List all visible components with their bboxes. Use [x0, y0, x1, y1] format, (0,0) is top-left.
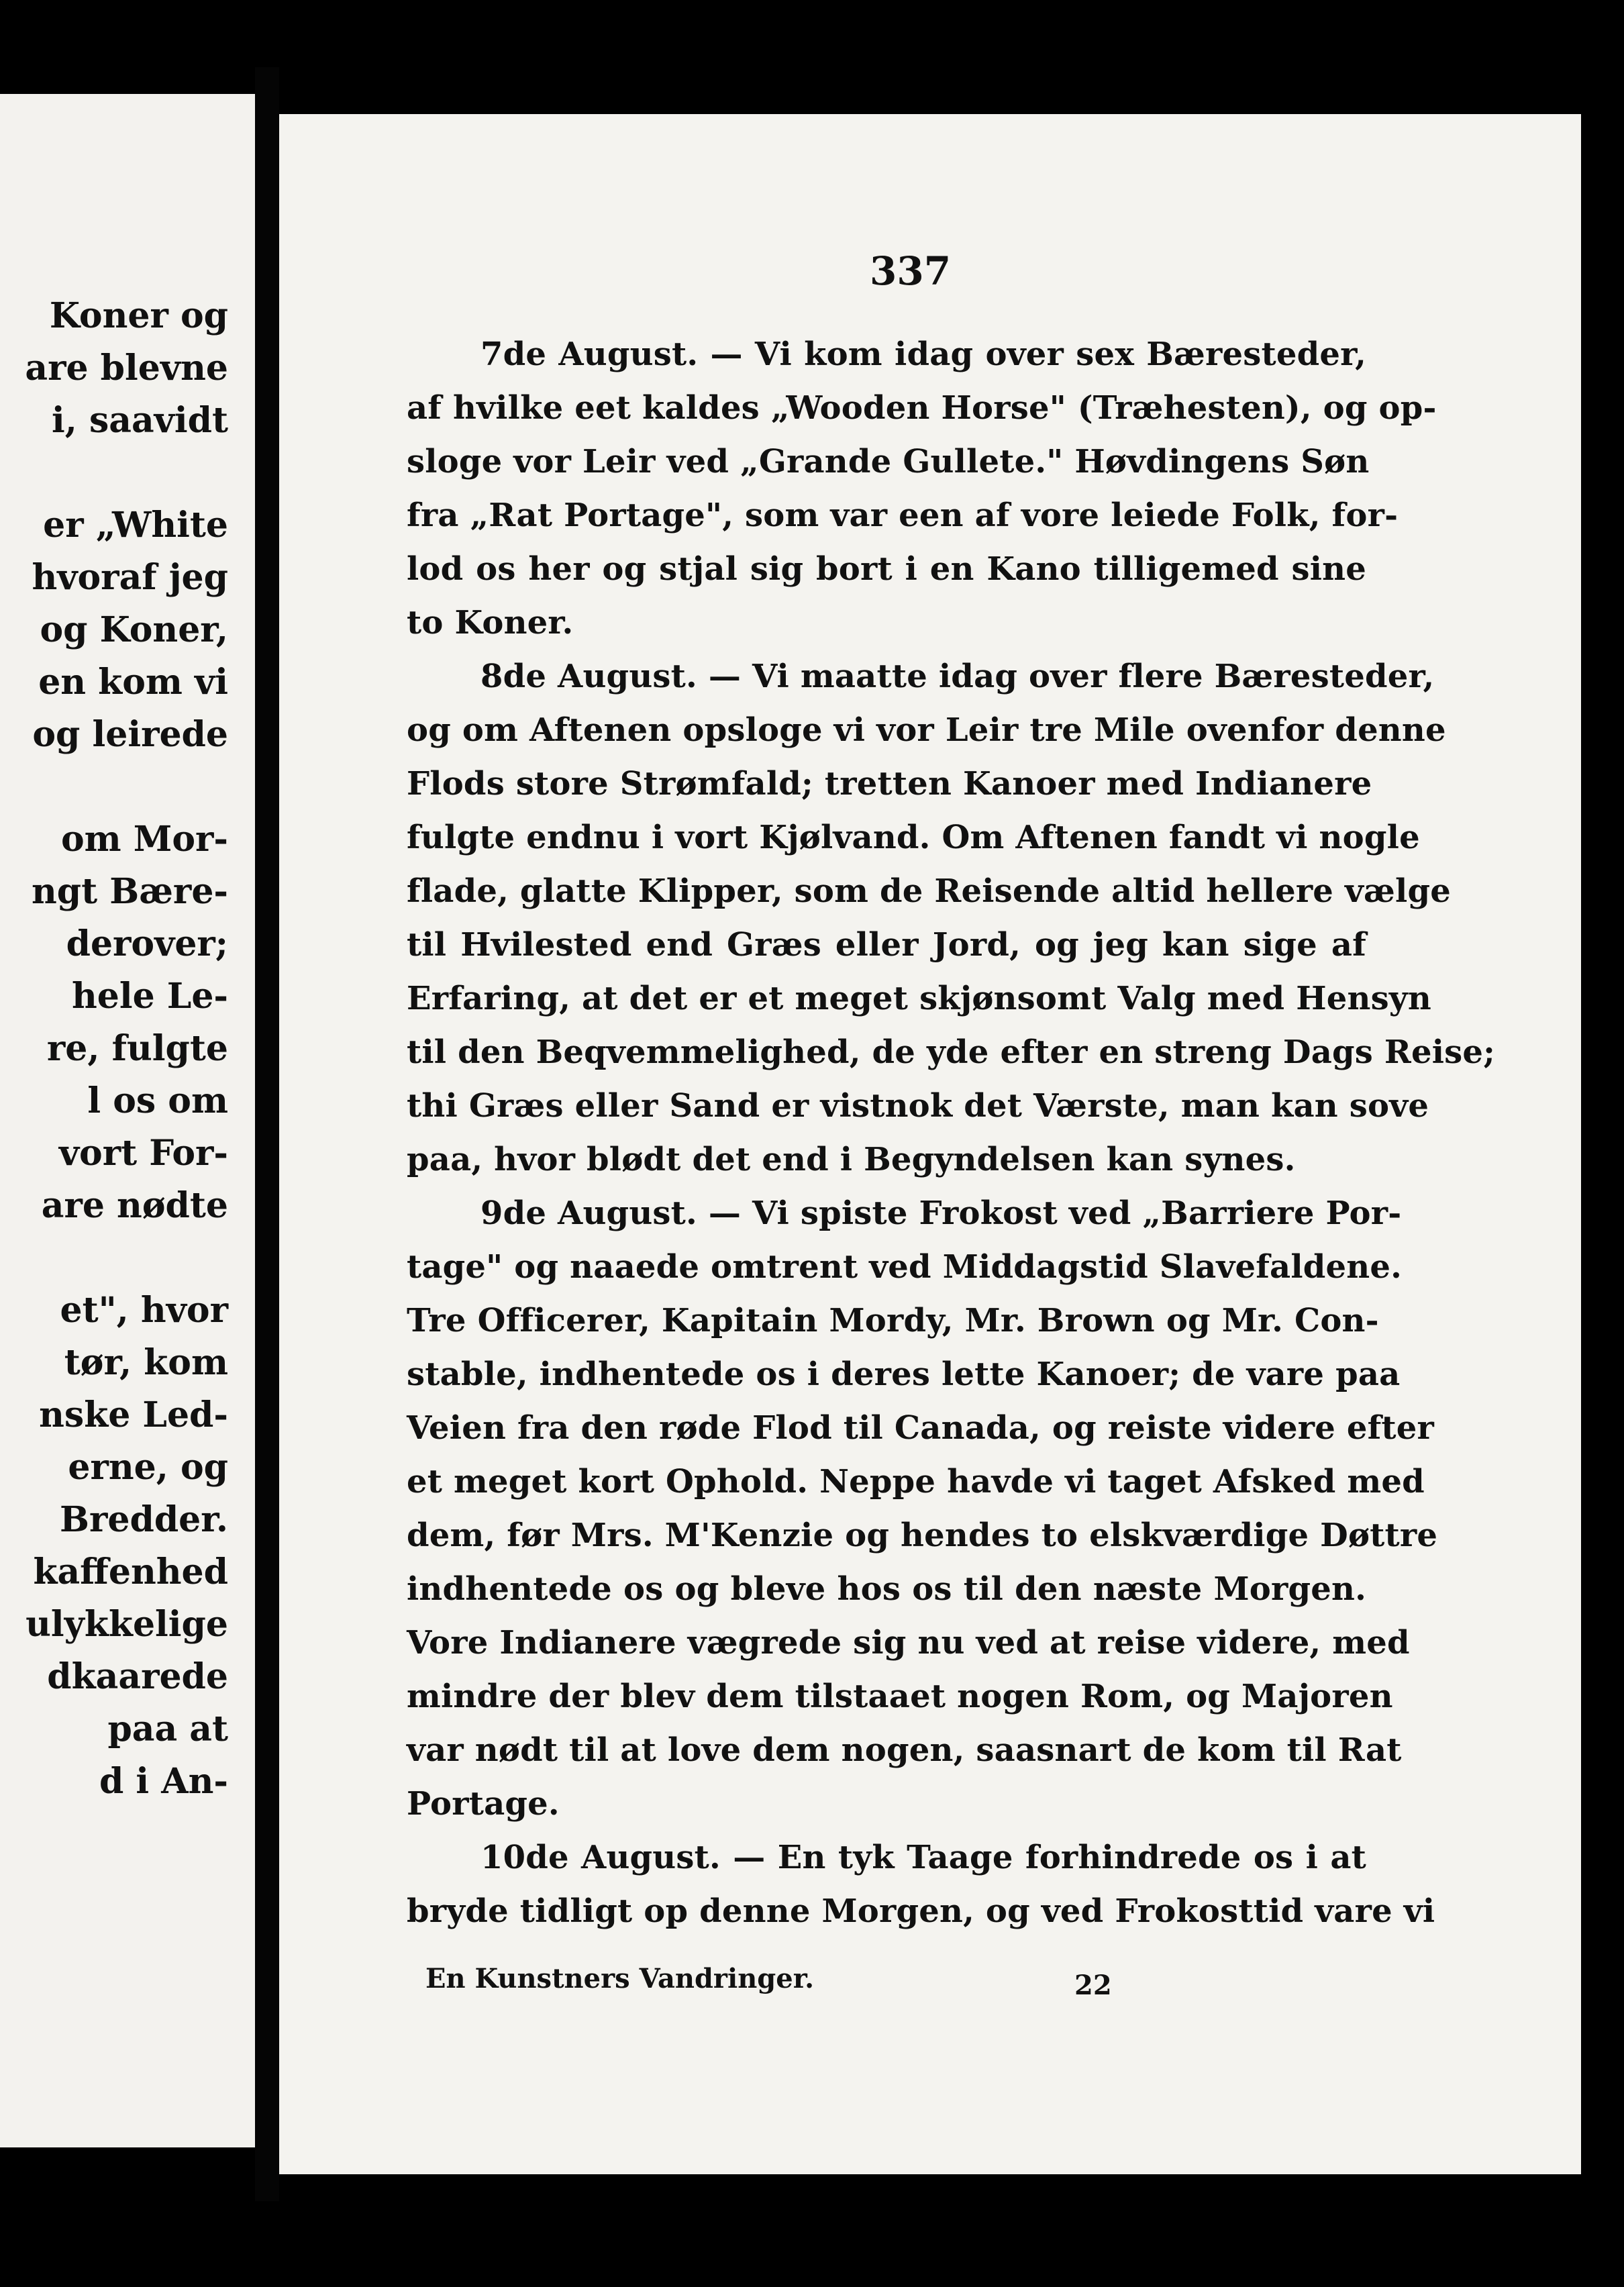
text-line: stable, indhentede os i deres lette Kanoer; de vare paa [407, 1356, 1401, 1393]
left-line: hele Le- [71, 976, 228, 1017]
text-line: 8de August. — Vi maatte idag over flere Bæresteder, [480, 658, 1435, 695]
page-number: 337 [870, 248, 952, 294]
text-line: dem, før Mrs. M'Kenzie og hendes to elskværdige Døttre [407, 1517, 1438, 1554]
left-line: vort For- [58, 1133, 228, 1174]
text-line: tage" og naaede omtrent ved Middagstid Slavefaldene. [407, 1248, 1403, 1286]
left-line: og leirede [32, 714, 228, 755]
body-text [407, 327, 1496, 1938]
text-line: mindre der blev dem tilstaaet nogen Rom, og Majoren [407, 1678, 1393, 1715]
right-page [279, 114, 1581, 2174]
left-line: er „White [43, 505, 228, 546]
left-line: og Koner, [40, 609, 228, 650]
signature-mark: 22 [1074, 1970, 1112, 2001]
text-line: og om Aftenen opsloge vi vor Leir tre Mile ovenfor denne [407, 711, 1446, 749]
text-line: til den Beqvemmelighed, de yde efter en streng Dags Reise; [407, 1033, 1496, 1071]
text-line: sloge vor Leir ved „Grande Gullete." Høvdingens Søn [407, 443, 1370, 480]
text-line: var nødt til at love dem nogen, saasnart de kom til Rat [407, 1731, 1402, 1769]
left-line: dkaarede [47, 1656, 228, 1697]
left-line: derover; [66, 923, 228, 964]
left-line: hvoraf jeg [32, 557, 228, 598]
left-line: are blevne [25, 348, 228, 389]
text-line: et meget kort Ophold. Neppe havde vi taget Afsked med [407, 1463, 1425, 1501]
running-footer: En Kunstners Vandringer. [425, 1963, 815, 1994]
text-line: Portage. [407, 1785, 560, 1823]
book-gutter [255, 67, 279, 2201]
left-line: en kom vi [38, 662, 228, 703]
text-line: fra „Rat Portage", som var een af vore leiede Folk, for- [407, 497, 1399, 534]
text-line: 10de August. — En tyk Taage forhindrede os i at [480, 1839, 1366, 1876]
text-line: lod os her og stjal sig bort i en Kano tilligemed sine [407, 550, 1366, 588]
left-line: erne, og [68, 1447, 228, 1488]
text-line: Erfaring, at det er et meget skjønsomt Valg med Hensyn [407, 980, 1431, 1017]
text-line: 9de August. — Vi spiste Frokost ved „Barriere Por- [480, 1195, 1402, 1232]
text-line: Tre Officerer, Kapitain Mordy, Mr. Brown og Mr. Con- [407, 1302, 1379, 1339]
text-line: Veien fra den røde Flod til Canada, og reiste videre efter [407, 1409, 1435, 1447]
left-line: paa at [107, 1709, 228, 1749]
left-line: d i An- [99, 1761, 228, 1802]
left-line: ngt Bære- [31, 871, 228, 912]
text-line: bryde tidligt op denne Morgen, og ved Frokosttid vare vi [407, 1892, 1435, 1930]
left-line: tør, kom [64, 1342, 228, 1383]
left-page-fragment [0, 94, 255, 2147]
text-line: Flods store Strømfald; tretten Kanoer med Indianere [407, 765, 1372, 803]
left-line: ulykkelige [26, 1604, 228, 1645]
left-line: et", hvor [60, 1290, 228, 1331]
text-line: 7de August. — Vi kom idag over sex Bæresteder, [480, 336, 1366, 373]
text-line: Vore Indianere vægrede sig nu ved at reise videre, med [407, 1624, 1410, 1662]
text-line: to Koner. [407, 604, 574, 642]
left-line: l os om [87, 1080, 228, 1121]
text-line: fulgte endnu i vort Kjølvand. Om Aftenen fandt vi nogle [407, 819, 1420, 856]
left-line: kaffenhed [33, 1552, 228, 1592]
text-line: til Hvilested end Græs eller Jord, og jeg kan sige af [407, 926, 1366, 964]
text-line: af hvilke eet kaldes „Wooden Horse" (Træhesten), og op- [407, 389, 1437, 427]
left-line: om Mor- [60, 819, 228, 860]
left-line: re, fulgte [46, 1028, 228, 1069]
text-line: thi Græs eller Sand er vistnok det Værste, man kan sove [407, 1087, 1429, 1125]
text-line: flade, glatte Klipper, som de Reisende altid hellere vælge [407, 872, 1451, 910]
left-line: i, saavidt [52, 400, 228, 441]
left-line: nske Led- [39, 1394, 228, 1435]
text-line: paa, hvor blødt det end i Begyndelsen kan synes. [407, 1141, 1296, 1178]
left-line: Koner og [49, 295, 228, 336]
left-line: Bredder. [60, 1499, 228, 1540]
text-line: indhentede os og bleve hos os til den næste Morgen. [407, 1570, 1366, 1608]
left-line: are nødte [41, 1185, 228, 1226]
